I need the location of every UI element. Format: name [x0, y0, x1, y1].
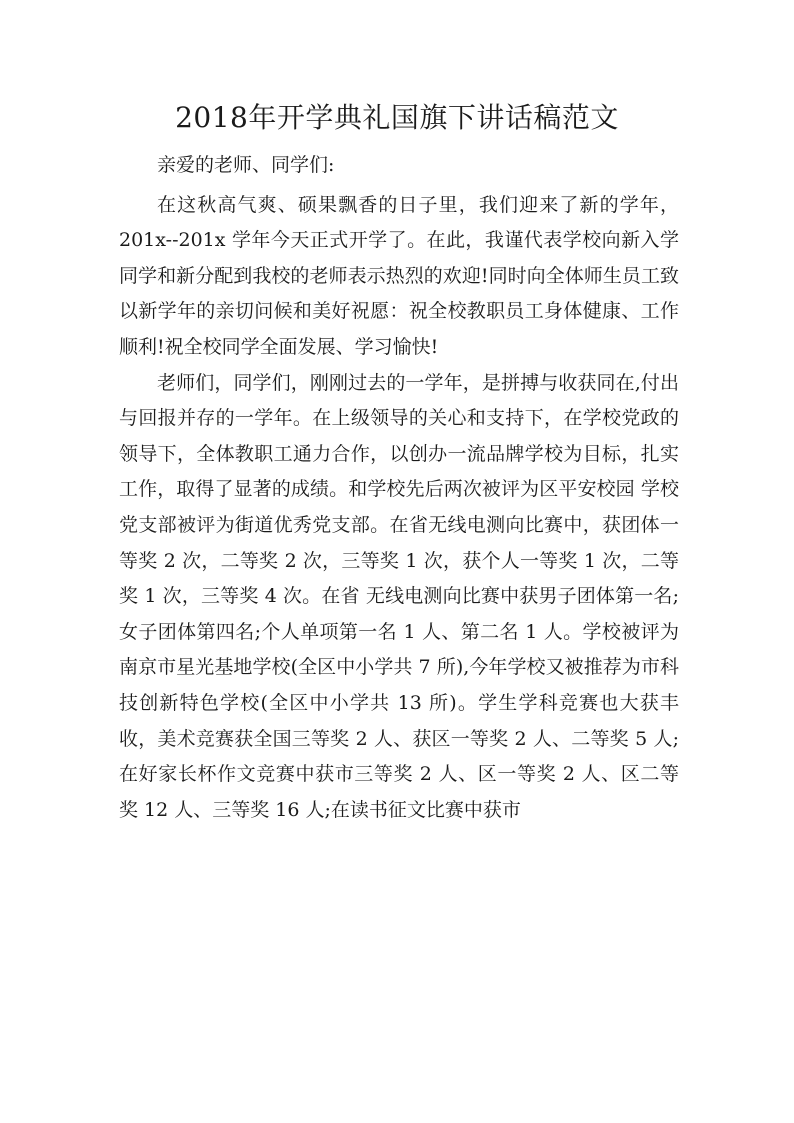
- body-paragraph-2: 老师们，同学们，刚刚过去的一学年，是拼搏与收获同在,付出与回报并存的一学年。在上级领导的关心和支持下，在学校党政的领导下，全体教职工通力合作，以创办一流品牌学校为目标，扎实工作，取得了显著的成绩。和学校先后两次被评为区平安校园 学校党支部被评为街道优秀党支部。在省无线电测向比赛中，获团体一等奖 2 次，二等奖 2 次，三等奖 1 次，获个人一等奖 1 次，二等奖 1 次，三等奖 4 次。在省 无线电测向比赛中获男子团体第一名;女子团体第四名;个人单项第一名 1 人、第二名 1 人。学校被评为南京市星光基地学校(全区中小学共 7 所),今年学校又被推荐为市科技创新特色学校(全区中小学共 13 所)。学生学科竞赛也大获丰收，美术竞赛获全国三等奖 2 人、获区一等奖 2 人、二等奖 5 人;在好家长杯作文竞赛中获市三等奖 2 人、区一等奖 2 人、区二等奖 12 人、三等奖 16 人;在读书征文比赛中获市: [119, 371, 679, 821]
- salutation: 亲爱的老师、同学们:: [157, 154, 335, 176]
- document-title: 2018年开学典礼国旗下讲话稿范文: [175, 101, 619, 134]
- document-body: [119, 148, 679, 828]
- body-paragraph-1: 在这秋高气爽、硕果飘香的日子里，我们迎来了新的学年，201x--201x 学年今天正式开学了。在此，我谨代表学校向新入学同学和新分配到我校的老师表示热烈的欢迎!同时向全体师生员工致以新学年的亲切问候和美好祝愿：祝全校教职员工身体健康、工作顺利!祝全校同学全面发展、学习愉快!: [119, 193, 679, 358]
